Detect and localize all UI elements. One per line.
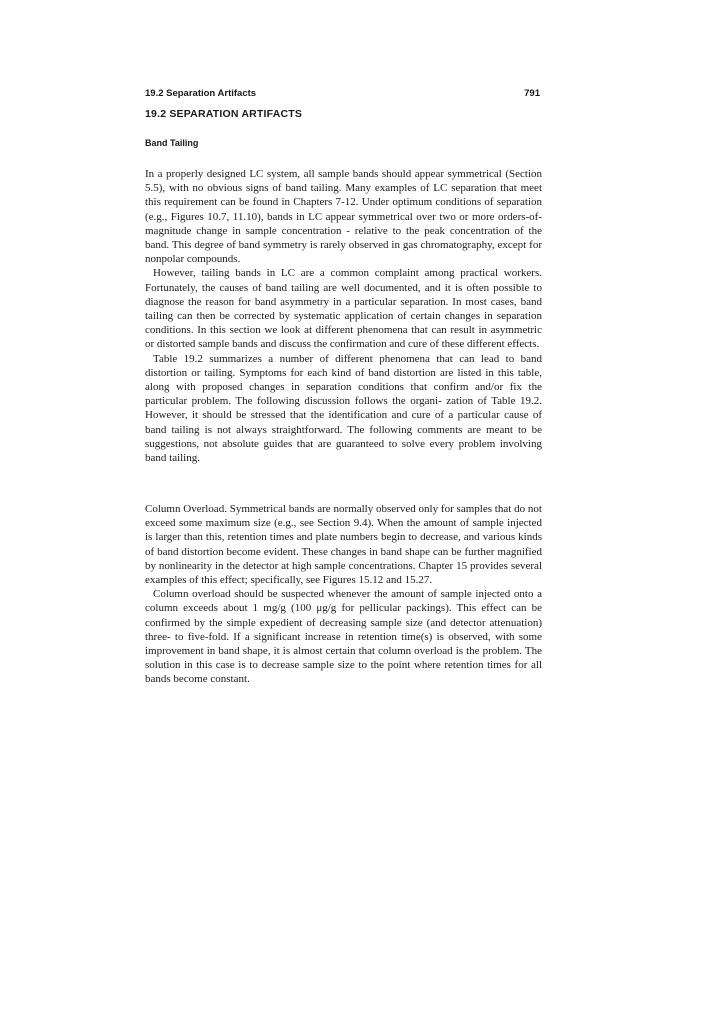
subsection-title: Band Tailing xyxy=(145,138,199,148)
paragraph-intro: In a properly designed LC system, all sample bands should appear symmetrical (Section 5.5), with no obvious signs of band tailing. Many examples of LC separation that meet this requirement can be found in Chapters 7-12. Under optimum conditions of separation (e.g., Figures 10.7, 11.10), bands in LC appear symmetrical over two or more orders-of-magnitude change in sample concentration - relative to the peak concentration of the band. This degree of band symmetry is rarely observed in gas chromatography, except for nonpolar compounds. xyxy=(145,168,542,266)
paragraph-tailing-complaint: However, tailing bands in LC are a common complaint among practical workers. Fortunately, the causes of band tailing are well documented, and it is often possible to diagnose the reason for band asymmetry in a particular separation. In most cases, band tailing can then be corrected by systematic application of certain changes in separation conditions. In this section we look at different phenomena that can result in asymmetric or distorted sample bands and discuss the confirmation and cure of these different effects. xyxy=(145,267,542,351)
section-title: 19.2 SEPARATION ARTIFACTS xyxy=(145,108,303,120)
running-head-title: 19.2 Separation Artifacts xyxy=(145,88,257,99)
paragraph-column-overload: Column Overload. Symmetrical bands are normally observed only for samples that do not exceed some maximum size (e.g., see Section 9.4). When the amount of sample injected is larger than this, retention times and plate numbers begin to decrease, and various kinds of band distortion become evident. These changes in band shape can be further magnified by nonlinearity in the detector at high sample concentrations. Chapter 15 provides several examples of this effect; specifically, see Figures 15.12 and 15.27. xyxy=(145,503,542,587)
body-text-block-1 xyxy=(145,167,542,465)
page-number: 791 xyxy=(524,88,540,99)
book-page xyxy=(145,0,542,1024)
body-text-block-2 xyxy=(145,502,542,687)
paragraph-overload-diagnosis: Column overload should be suspected whenever the amount of sample injected onto a column exceeds about 1 mg/g (100 μg/g for pellicular packings). This effect can be confirmed by the simple expedient of decreasing sample size (and detector attenuation) three- to five-fold. If a significant increase in retention time(s) is observed, with some improvement in band shape, it is almost certain that column overload is the problem. The solution in this case is to decrease sample size to the point where retention times for all bands become constant. xyxy=(145,588,542,686)
paragraph-table-summary: Table 19.2 summarizes a number of different phenomena that can lead to band distortion or tailing. Symptoms for each kind of band distortion are listed in this table, along with proposed changes in separation conditions that confirm and/or fix the particular problem. The following discussion follows the organi- zation of Table 19.2. However, it should be stressed that the identification and cure of a particular cause of band tailing is not always straightforward. The following comments are meant to be suggestions, not absolute guides that are guaranteed to solve every problem involving band tailing. xyxy=(145,352,542,465)
